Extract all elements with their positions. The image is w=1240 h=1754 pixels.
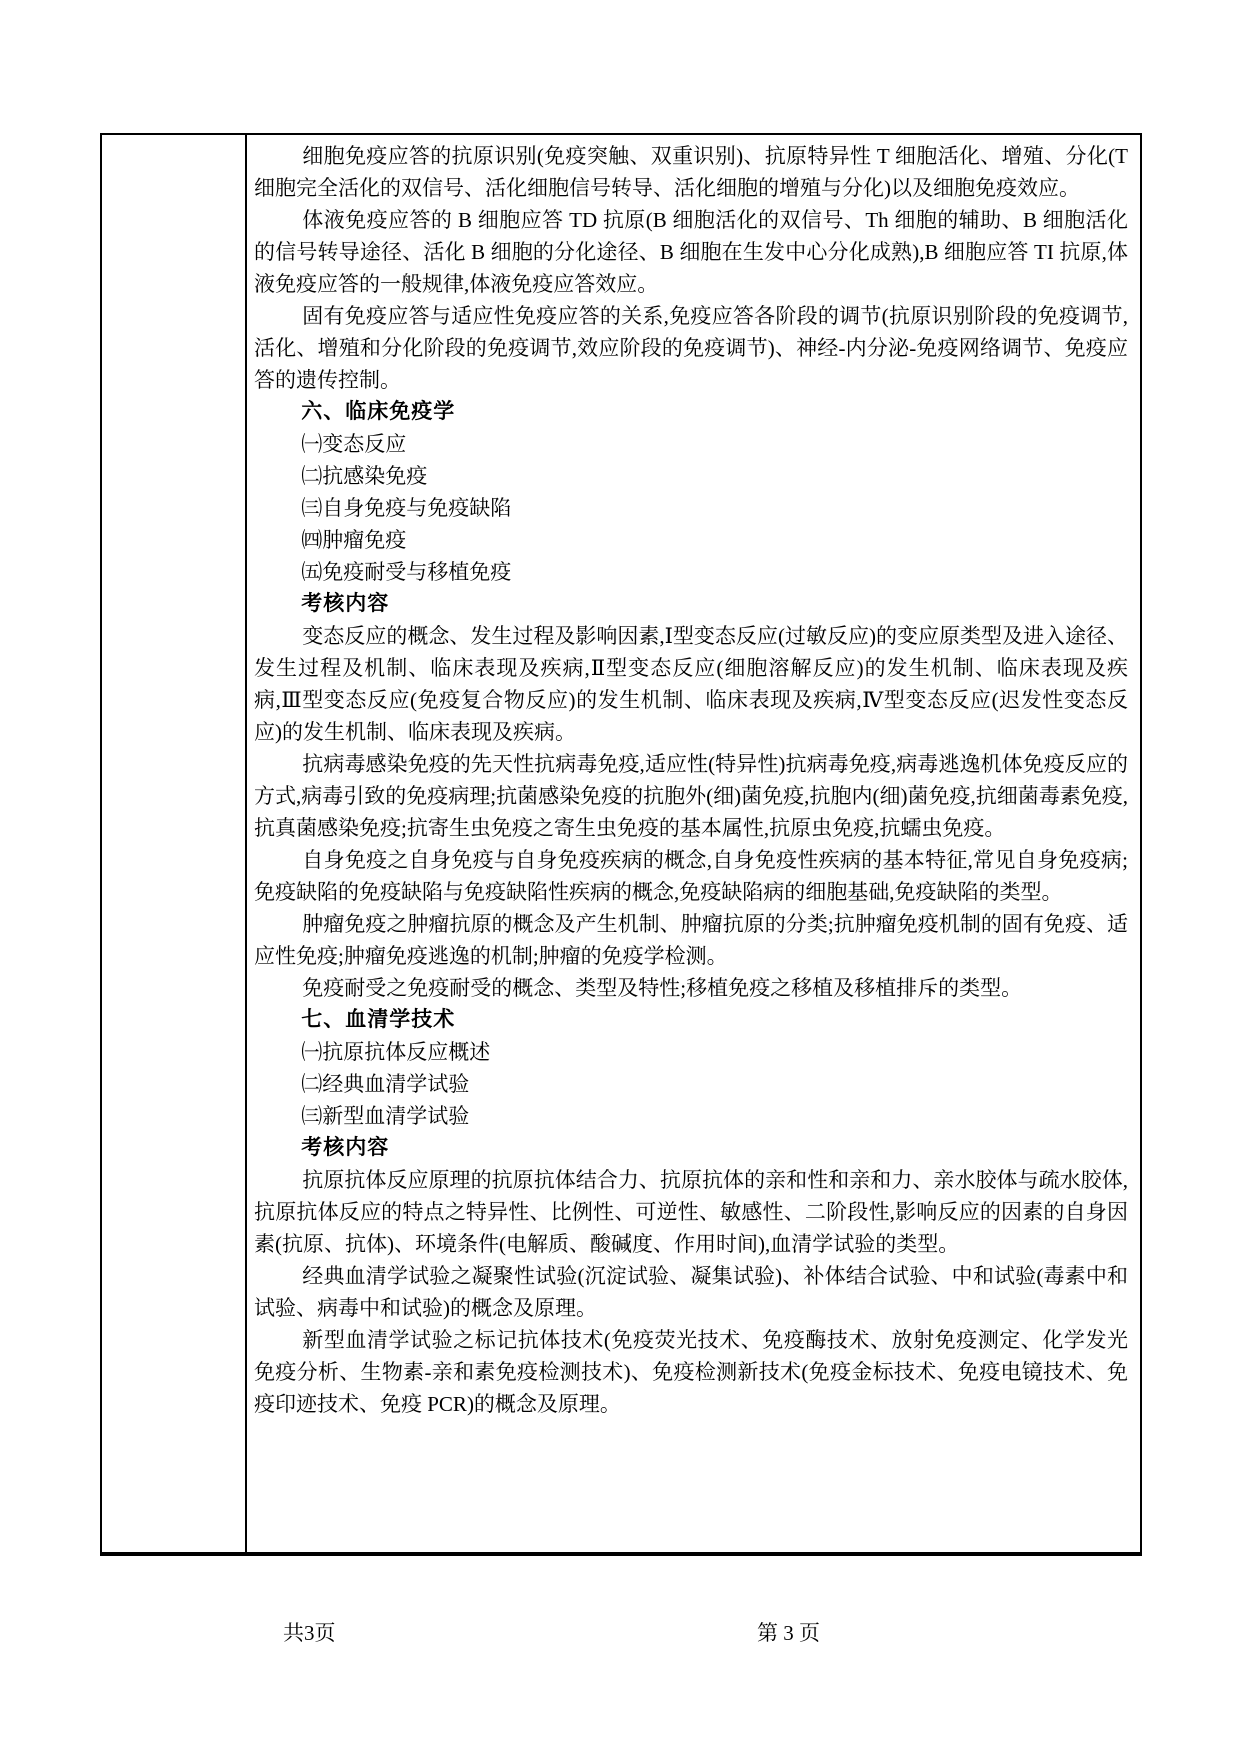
footer-total-pages: 共3页 — [283, 1621, 336, 1645]
paragraph: 新型血清学试验之标记抗体技术(免疫荧光技术、免疫酶技术、放射免疫测定、化学发光免疫分析、生物素-亲和素免疫检测技术)、免疫检测新技术(免疫金标技术、免疫电镜技术、免疫印迹技术、免疫 PCR)的概念及原理。 — [254, 1328, 1128, 1416]
table-content-cell — [247, 135, 1140, 1552]
list-item: ㈡抗感染免疫 — [301, 464, 428, 488]
section-heading: 七、血清学技术 — [301, 1008, 456, 1031]
list-item: ㈠抗原抗体反应概述 — [301, 1040, 491, 1064]
list-item: ㈤免疫耐受与移植免疫 — [301, 560, 512, 584]
list-item: ㈢新型血清学试验 — [301, 1104, 470, 1128]
list-item: ㈠变态反应 — [301, 432, 407, 456]
paragraph: 肿瘤免疫之肿瘤抗原的概念及产生机制、肿瘤抗原的分类;抗肿瘤免疫机制的固有免疫、适应性免疫;肿瘤免疫逃逸的机制;肿瘤的免疫学检测。 — [254, 912, 1128, 968]
subsection-heading: 考核内容 — [301, 1136, 390, 1159]
subsection-heading: 考核内容 — [301, 592, 390, 615]
paragraph: 细胞免疫应答的抗原识别(免疫突触、双重识别)、抗原特异性 T 细胞活化、增殖、分化(T 细胞完全活化的双信号、活化细胞信号转导、活化细胞的增殖与分化)以及细胞免疫效应。 — [254, 144, 1128, 200]
list-item: ㈢自身免疫与免疫缺陷 — [301, 496, 512, 520]
list-item: ㈡经典血清学试验 — [301, 1072, 470, 1096]
paragraph: 经典血清学试验之凝聚性试验(沉淀试验、凝集试验)、补体结合试验、中和试验(毒素中和试验、病毒中和试验)的概念及原理。 — [254, 1264, 1128, 1320]
paragraph: 固有免疫应答与适应性免疫应答的关系,免疫应答各阶段的调节(抗原识别阶段的免疫调节,活化、增殖和分化阶段的免疫调节,效应阶段的免疫调节)、神经-内分泌-免疫网络调节、免疫应答的遗传控制。 — [254, 304, 1128, 392]
footer-page-number: 第 3 页 — [757, 1621, 820, 1645]
paragraph: 抗原抗体反应原理的抗原抗体结合力、抗原抗体的亲和性和亲和力、亲水胶体与疏水胶体,抗原抗体反应的特点之特异性、比例性、可逆性、敏感性、二阶段性,影响反应的因素的自身因素(抗原、抗体)、环境条件(电解质、酸碱度、作用时间),血清学试验的类型。 — [254, 1168, 1128, 1256]
list-item: ㈣肿瘤免疫 — [301, 528, 407, 552]
section-heading: 六、临床免疫学 — [301, 400, 456, 423]
paragraph: 抗病毒感染免疫的先天性抗病毒免疫,适应性(特异性)抗病毒免疫,病毒逃逸机体免疫反应的方式,病毒引致的免疫病理;抗菌感染免疫的抗胞外(细)菌免疫,抗胞内(细)菌免疫,抗细菌毒素免疫,抗真菌感染免疫;抗寄生虫免疫之寄生虫免疫的基本属性,抗原虫免疫,抗蠕虫免疫。 — [254, 752, 1128, 840]
content-table — [100, 133, 1142, 1556]
paragraph: 免疫耐受之免疫耐受的概念、类型及特性;移植免疫之移植及移植排斥的类型。 — [302, 976, 1023, 1000]
paragraph: 自身免疫之自身免疫与自身免疫疾病的概念,自身免疫性疾病的基本特征,常见自身免疫病;免疫缺陷的免疫缺陷与免疫缺陷性疾病的概念,免疫缺陷病的细胞基础,免疫缺陷的类型。 — [254, 848, 1128, 904]
paragraph: 体液免疫应答的 B 细胞应答 TD 抗原(B 细胞活化的双信号、Th 细胞的辅助、B 细胞活化的信号转导途径、活化 B 细胞的分化途径、B 细胞在生发中心分化成熟),B 细胞应答 TI 抗原,体液免疫应答的一般规律,体液免疫应答效应。 — [254, 208, 1128, 296]
paragraph: 变态反应的概念、发生过程及影响因素,Ⅰ型变态反应(过敏反应)的变应原类型及进入途径、发生过程及机制、临床表现及疾病,Ⅱ型变态反应(细胞溶解反应)的发生机制、临床表现及疾病,Ⅲ型变态反应(免疫复合物反应)的发生机制、临床表现及疾病,Ⅳ型变态反应(迟发性变态反应)的发生机制、临床表现及疾病。 — [254, 624, 1128, 744]
table-left-cell — [102, 135, 247, 1552]
